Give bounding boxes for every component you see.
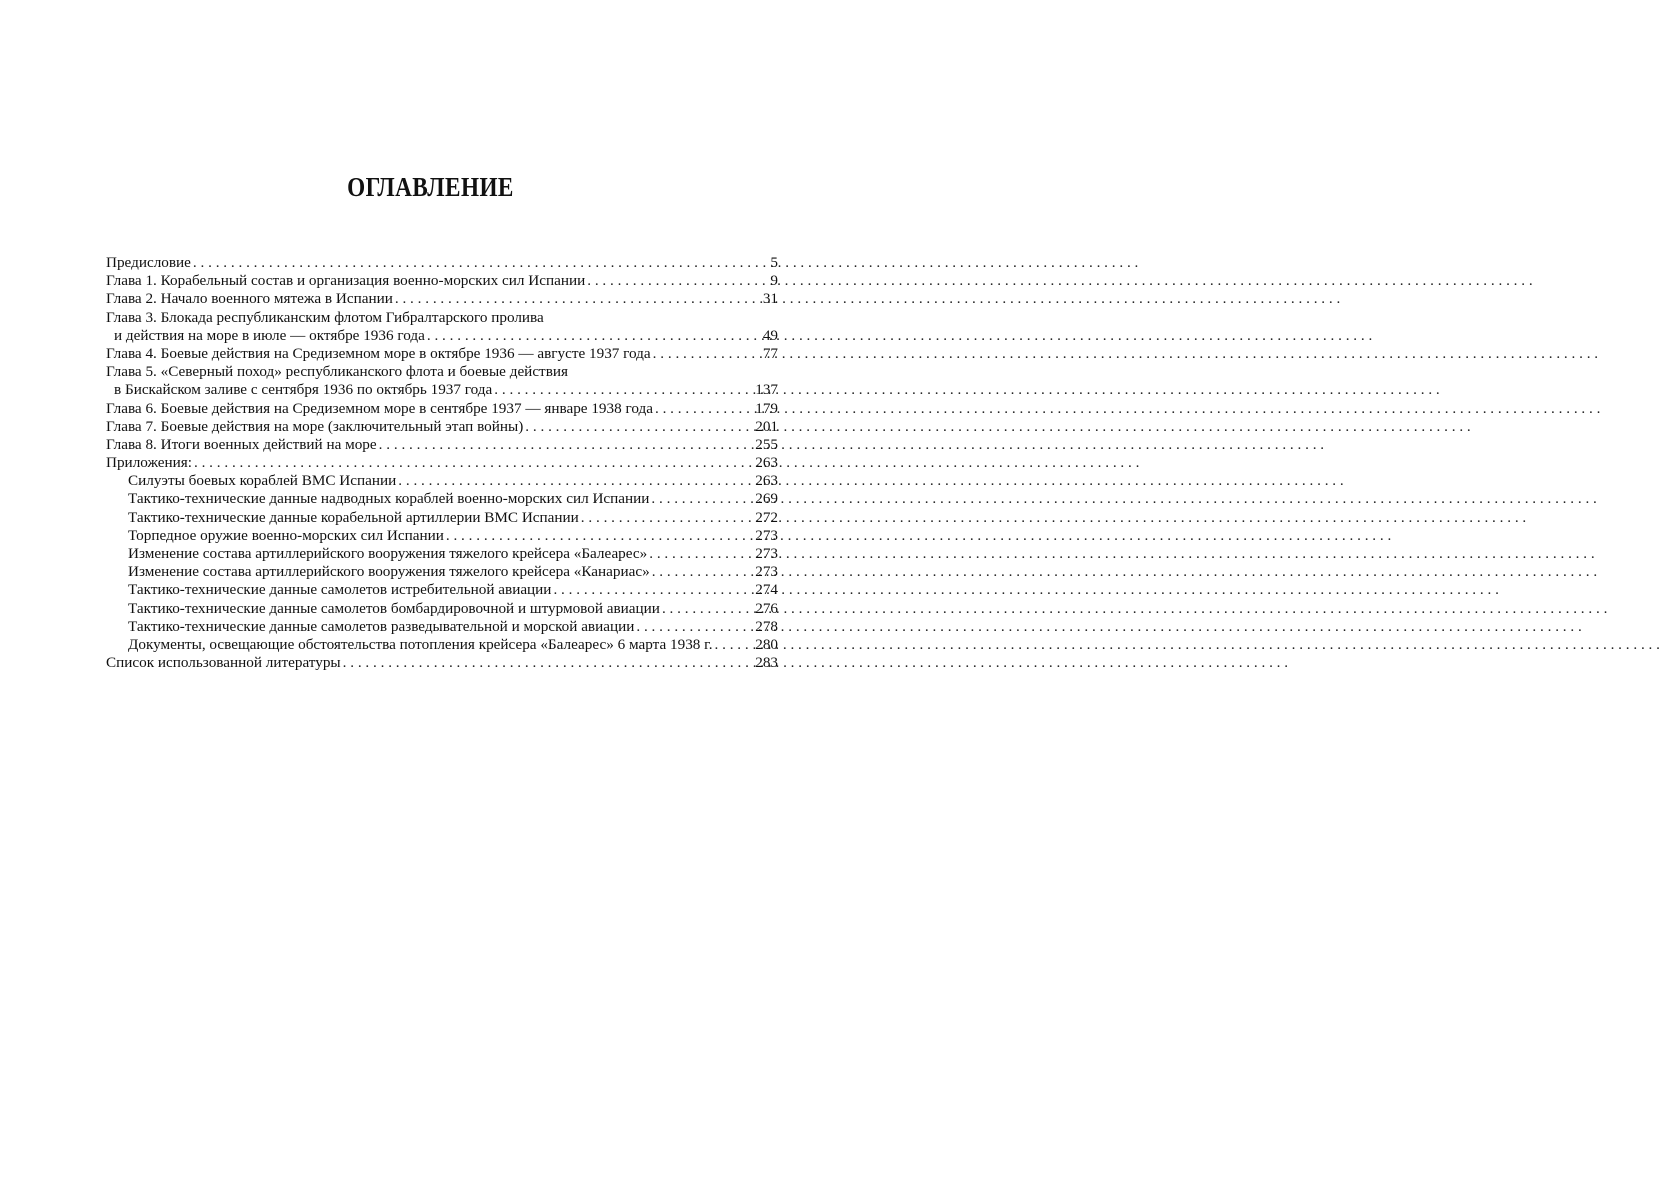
toc-entry-chapter-7 bbox=[106, 418, 778, 436]
toc-entry-title: Тактико-технические данные самолетов разведывательной и морской авиации bbox=[128, 617, 635, 635]
toc-page-number: 263 bbox=[755, 454, 778, 472]
dot-leader bbox=[651, 490, 753, 508]
dot-leader bbox=[193, 254, 768, 272]
toc-entry-preface bbox=[106, 254, 778, 272]
dot-leader bbox=[636, 618, 753, 636]
toc-page-number: 273 bbox=[755, 545, 778, 562]
dot-leader bbox=[581, 509, 753, 527]
toc-entry-title: и действия на море в июле — октябре 1936 года bbox=[114, 326, 425, 344]
toc-page-number: 5 bbox=[770, 254, 778, 271]
toc-page-number: 31 bbox=[762, 290, 778, 308]
toc-entry-title: Тактико-технические данные корабельной артиллерии ВМС Испании bbox=[128, 508, 579, 526]
toc-entry-title: Изменение состава артиллерийского вооружения тяжелого крейсера «Балеарес» bbox=[128, 545, 648, 562]
toc-entry-chapter-5 bbox=[106, 363, 778, 381]
toc-entry-title: Глава 5. «Северный поход» республиканского флота и боевые действия bbox=[106, 363, 568, 381]
dot-leader bbox=[653, 345, 761, 363]
toc-entry-title: Предисловие bbox=[106, 254, 191, 271]
toc-entry-appendix bbox=[106, 509, 778, 527]
dot-leader bbox=[446, 527, 753, 545]
dot-leader bbox=[553, 581, 753, 599]
toc-entry-appendix bbox=[106, 563, 778, 581]
toc-page-number: 263 bbox=[755, 472, 778, 490]
dot-leader bbox=[343, 654, 754, 672]
toc-entry-title: Тактико-технические данные самолетов бомбардировочной и штурмовой авиации bbox=[128, 599, 660, 617]
toc-entry-title: Торпедное оружие военно-морских сил Испании bbox=[128, 526, 444, 544]
toc-entry-chapter-1 bbox=[106, 272, 778, 290]
toc-entry-appendix bbox=[106, 618, 778, 636]
toc-entry-title: Силуэты боевых кораблей ВМС Испании bbox=[128, 472, 397, 490]
toc-entry-title: Глава 7. Боевые действия на море (заключительный этап войны) bbox=[106, 417, 524, 435]
dot-leader bbox=[715, 636, 754, 654]
toc-page-number: 255 bbox=[755, 435, 778, 453]
toc-entry-title: Изменение состава артиллерийского вооружения тяжелого крейсера «Канариас» bbox=[128, 563, 650, 581]
toc-page-number: 280 bbox=[755, 635, 778, 653]
toc-entry-title: Список использованной литературы bbox=[106, 654, 341, 672]
toc-entry-title: Документы, освещающие обстоятельства потопления крейсера «Балеарес» 6 марта 1938 г. bbox=[128, 635, 713, 653]
toc-entry-title: в Бискайском заливе с сентября 1936 по октябрь 1937 года bbox=[114, 381, 493, 399]
dot-leader bbox=[379, 436, 754, 454]
toc-entry-title: Тактико-технические данные надводных кораблей военно-морских сил Испании bbox=[128, 490, 650, 508]
toc-page-number: 9 bbox=[770, 272, 778, 290]
table-of-contents bbox=[106, 254, 778, 672]
toc-entry-chapter-5-cont bbox=[106, 381, 778, 399]
toc-entry-title: Глава 4. Боевые действия на Средиземном море в октябре 1936 — августе 1937 года bbox=[106, 344, 651, 362]
toc-page-number: 283 bbox=[755, 654, 778, 672]
toc-entry-title: Глава 3. Блокада республиканским флотом Гибралтарского пролива bbox=[106, 308, 544, 326]
dot-leader bbox=[655, 400, 753, 418]
toc-entry-title: Глава 2. Начало военного мятежа в Испании bbox=[106, 290, 393, 308]
toc-entry-appendix bbox=[106, 490, 778, 508]
toc-entry-appendix bbox=[106, 545, 778, 563]
dot-leader bbox=[652, 563, 754, 581]
page-title: ОГЛАВЛЕНИЕ bbox=[347, 172, 514, 202]
toc-entry-title: Приложения: bbox=[106, 454, 192, 472]
toc-entry-appendix bbox=[106, 636, 778, 654]
toc-entry-title: Глава 6. Боевые действия на Средиземном море в сентябре 1937 — январе 1938 года bbox=[106, 399, 653, 417]
toc-page-number: 276 bbox=[755, 599, 778, 617]
toc-page-number: 77 bbox=[762, 344, 778, 362]
toc-page-number: 278 bbox=[755, 617, 778, 635]
toc-entry-chapter-8 bbox=[106, 436, 778, 454]
dot-leader bbox=[427, 327, 761, 345]
toc-entry-appendix bbox=[106, 600, 778, 618]
toc-page-number: 179 bbox=[755, 399, 778, 417]
toc-page-number: 274 bbox=[755, 581, 778, 599]
toc-entry-title: Глава 8. Итоги военных действий на море bbox=[106, 435, 377, 453]
dot-leader bbox=[395, 290, 761, 308]
toc-page-number: 49 bbox=[762, 326, 778, 344]
toc-entry-appendix bbox=[106, 472, 778, 490]
toc-entry-chapter-4 bbox=[106, 345, 778, 363]
dot-leader bbox=[194, 454, 753, 472]
toc-page-number: 201 bbox=[755, 417, 778, 435]
toc-entry-chapter-3-cont bbox=[106, 327, 778, 345]
toc-entry-title: Тактико-технические данные самолетов истребительной авиации bbox=[128, 581, 552, 599]
toc-page-number: 272 bbox=[755, 508, 778, 526]
dot-leader bbox=[587, 272, 768, 290]
toc-page-number: 137 bbox=[755, 381, 778, 399]
toc-page-number: 273 bbox=[755, 563, 778, 581]
toc-entry-chapter-2 bbox=[106, 290, 778, 308]
dot-leader bbox=[494, 381, 753, 399]
dot-leader bbox=[662, 600, 753, 618]
toc-entry-bibliography bbox=[106, 654, 778, 672]
dot-leader bbox=[525, 418, 753, 436]
toc-entry-chapter-3 bbox=[106, 309, 778, 327]
toc-page-number: 273 bbox=[755, 526, 778, 544]
dot-leader bbox=[398, 472, 753, 490]
toc-page-number: 269 bbox=[755, 490, 778, 508]
toc-entry-appendices bbox=[106, 454, 778, 472]
toc-entry-appendix bbox=[106, 581, 778, 599]
toc-entry-appendix bbox=[106, 527, 778, 545]
toc-entry-title: Глава 1. Корабельный состав и организация военно-морских сил Испании bbox=[106, 272, 586, 290]
dot-leader bbox=[649, 545, 753, 563]
toc-entry-chapter-6 bbox=[106, 400, 778, 418]
